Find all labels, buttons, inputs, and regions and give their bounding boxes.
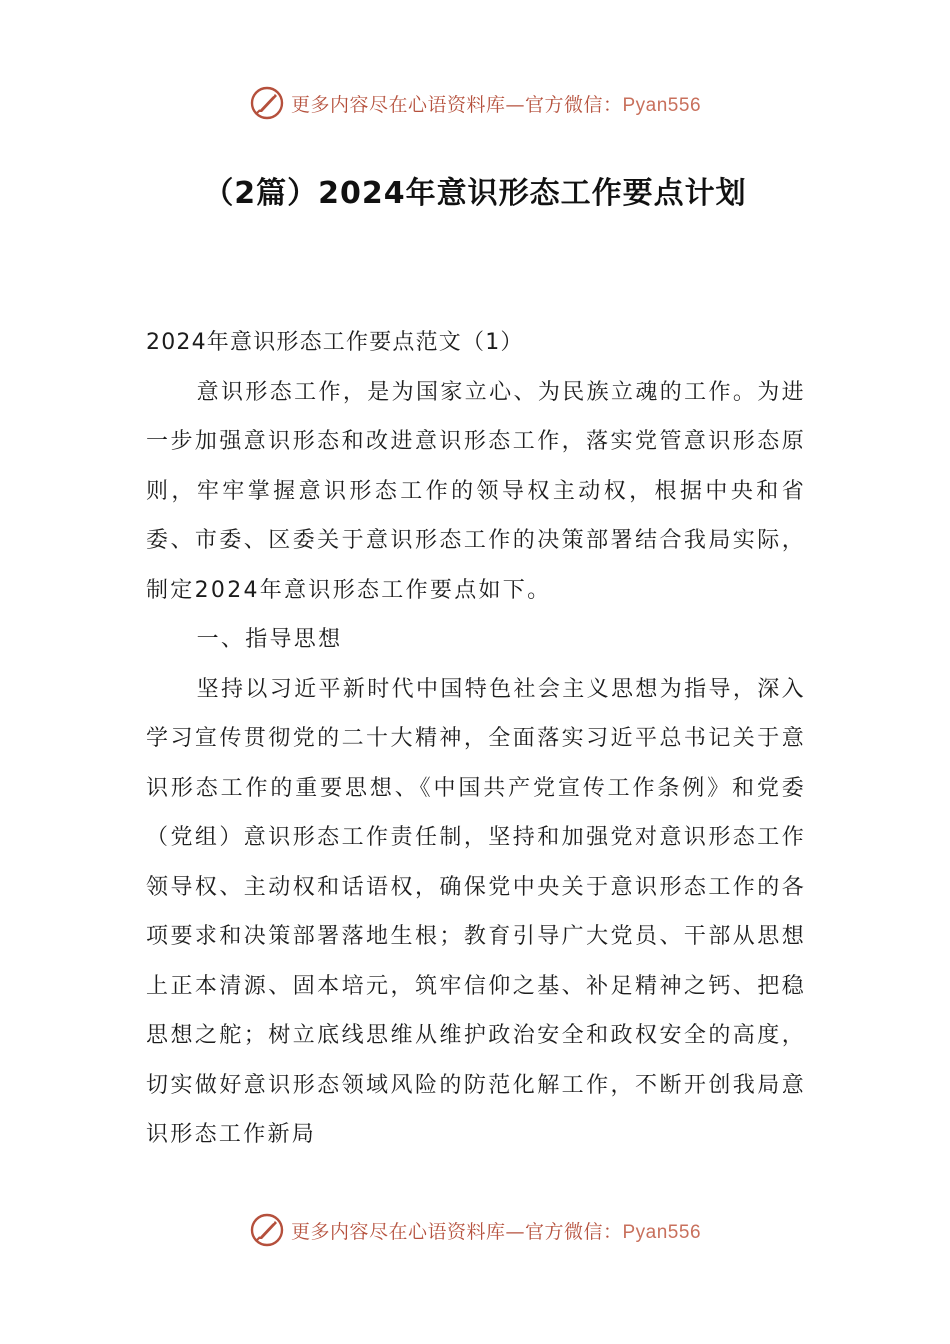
paragraph-intro: 意识形态工作，是为国家立心、为民族立魂的工作。为进一步加强意识形态和改进意识形态工作，落实党管意识形态原则，牢牢掌握意识形态工作的领导权主动权，根据中央和省委、市委、区委关于意识形态工作的决策部署结合我局实际，制定2024年意识形态工作要点如下。 bbox=[146, 379, 806, 603]
banner-label: 更多内容尽在心语资料库—官方微信： bbox=[290, 93, 623, 116]
banner-text bbox=[291, 1217, 701, 1244]
banner-wechat-id: Pyan556 bbox=[622, 94, 702, 116]
document-body bbox=[146, 318, 806, 1160]
paragraph-guiding-thought: 坚持以习近平新时代中国特色社会主义思想为指导，深入学习宣传贯彻党的二十大精神，全面落实习近平总书记关于意识形态工作的重要思想、《中国共产党宣传工作条例》和党委（党组）意识形态工作责任制，坚持和加强党对意识形态工作领导权、主动权和话语权，确保党中央关于意识形态工作的各项要求和决策部署落地生根；教育引导广大党员、干部从思想上正本清源、固本培元，筑牢信仰之基、补足精神之钙、把稳思想之舵；树立底线思维从维护政治安全和政权安全的高度，切实做好意识形态领域风险的防范化解工作，不断开创我局意识形态工作新局 bbox=[146, 676, 806, 1147]
quill-logo-icon bbox=[249, 1212, 285, 1248]
document-subtitle: 2024年意识形态工作要点范文（1） bbox=[146, 330, 524, 355]
banner-label: 更多内容尽在心语资料库—官方微信： bbox=[290, 1220, 623, 1243]
banner-text bbox=[291, 90, 701, 117]
document-title: （2篇）2024年意识形态工作要点计划 bbox=[203, 176, 747, 211]
footer-banner bbox=[0, 1210, 950, 1250]
section-heading: 一、指导思想 bbox=[196, 627, 343, 652]
banner-wechat-id: Pyan556 bbox=[622, 1221, 702, 1243]
header-banner bbox=[0, 83, 950, 123]
quill-logo-icon bbox=[249, 85, 285, 121]
